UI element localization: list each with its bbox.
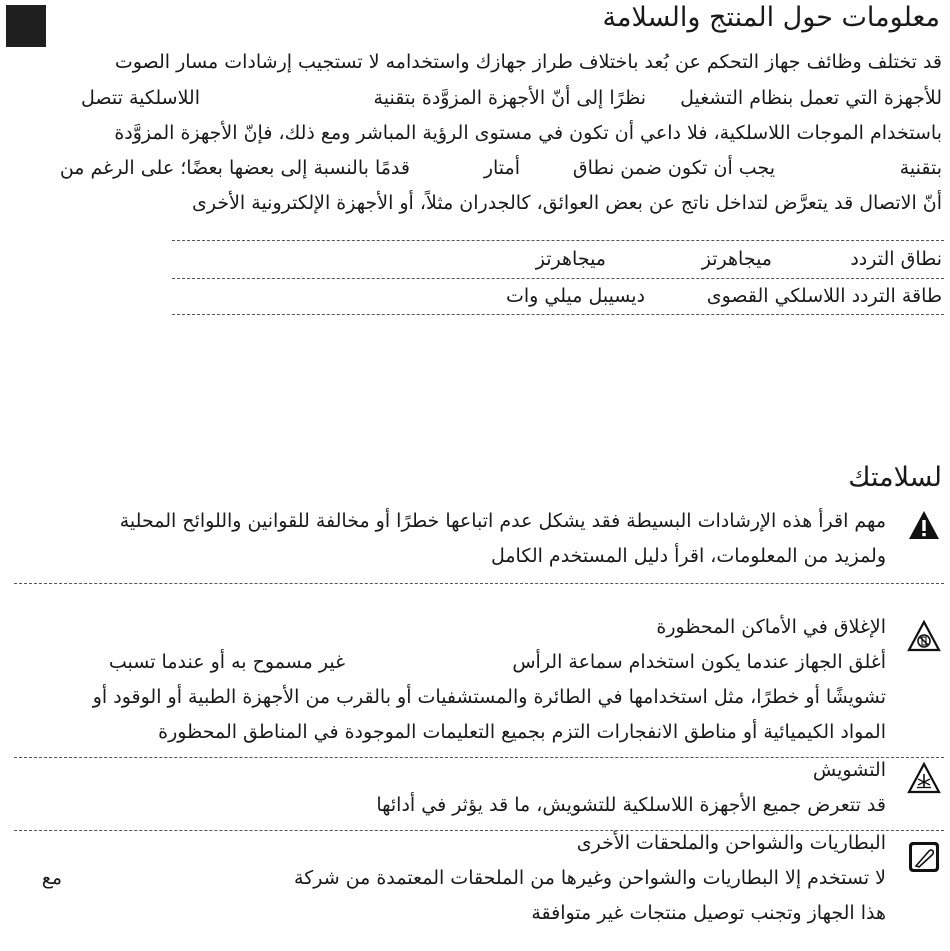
important-notice-line-1: مهم اقرأ هذه الإرشادات البسيطة فقد يشكل عدم اتباعها خطرًا أو مخالفة للقوانين واللوائح المحلية (119, 510, 886, 532)
item-divider-2 (14, 757, 944, 758)
batteries-line-1a: لا تستخدم إلا البطاريات والشواحن وغيرها من الملحقات المعتمدة من شركة (294, 867, 886, 889)
paragraph-line-2c: اللاسلكية تتصل (81, 87, 200, 109)
paragraph-line-4d: قدمًا بالنسبة إلى بعضها بعضًا؛ على الرغم من (59, 157, 410, 179)
frequency-unit-b: ميجاهرتز (535, 248, 606, 270)
paragraph-line-4a: بتقنية (899, 157, 942, 179)
your-safety-title: لسلامتك (848, 462, 942, 493)
frequency-unit-a: ميجاهرتز (701, 248, 772, 270)
warning-triangle-icon (907, 508, 941, 542)
product-safety-title: معلومات حول المنتج والسلامة (602, 2, 940, 33)
batteries-line-1b: مع (41, 867, 62, 889)
paragraph-line-4c: أمتار (483, 157, 520, 179)
restricted-areas-heading: الإغلاق في الأماكن المحظورة (656, 616, 886, 638)
paragraph-line-1: قد تختلف وظائف جهاز التحكم عن بُعد باختلاف طراز جهازك واستخدامه لا تستجيب إرشادات مسار الصوت (114, 51, 942, 73)
spec-divider-top (172, 240, 944, 241)
spec-divider-bottom (172, 314, 944, 315)
paragraph-line-2a: للأجهزة التي تعمل بنظام التشغيل (680, 87, 942, 109)
important-notice-line-2: ولمزيد من المعلومات، اقرأ دليل المستخدم الكامل (490, 545, 886, 567)
paragraph-line-3: باستخدام الموجات اللاسلكية، فلا داعي أن تكون في مستوى الرؤية المباشر ومع ذلك، فإنّ الأجهزة المزوَّدة (114, 122, 942, 144)
interference-icon (907, 761, 941, 795)
paragraph-line-4b: يجب أن تكون ضمن نطاق (572, 157, 775, 179)
restricted-areas-line-1b: غير مسموح به أو عندما تسبب (108, 651, 345, 673)
max-rf-power-unit: ديسيبل ميلي وات (505, 285, 645, 307)
restricted-areas-line-2: تشويشًا أو خطرًا، مثل استخدامها في الطائرة والمستشفيات أو بالقرب من الأجهزة الطبية أو الوقود أو (92, 686, 886, 708)
restricted-areas-line-3: المواد الكيميائية أو مناطق الانفجارات التزم بجميع التعليمات الموجودة في المناطق المحظورة (158, 721, 886, 743)
spec-divider-middle (172, 278, 944, 279)
no-phone-icon (907, 619, 941, 653)
batteries-line-2: هذا الجهاز وتجنب توصيل منتجات غير متوافقة (531, 902, 886, 924)
paragraph-line-5: أنّ الاتصال قد يتعرَّض لتداخل ناتج عن بعض العوائق، كالجدران مثلاً، أو الأجهزة الإلكترونية الأخرى (192, 192, 942, 214)
restricted-areas-line-1a: أغلق الجهاز عندما يكون استخدام سماعة الرأس (512, 651, 886, 673)
item-divider-1 (14, 583, 944, 584)
batteries-heading: البطاريات والشواحن والملحقات الأخرى (576, 832, 886, 854)
item-divider-3 (14, 830, 944, 831)
paragraph-line-2b: نظرًا إلى أنّ الأجهزة المزوَّدة بتقنية (373, 87, 646, 109)
battery-charger-icon (907, 840, 941, 874)
frequency-range-label: نطاق التردد (850, 248, 942, 270)
interference-heading: التشويش (812, 759, 886, 781)
interference-line-1: قد تتعرض جميع الأجهزة اللاسلكية للتشويش، ما قد يؤثر في أدائها (376, 794, 886, 816)
section-marker-block (6, 5, 46, 47)
max-rf-power-label: طاقة التردد اللاسلكي القصوى (706, 285, 942, 307)
